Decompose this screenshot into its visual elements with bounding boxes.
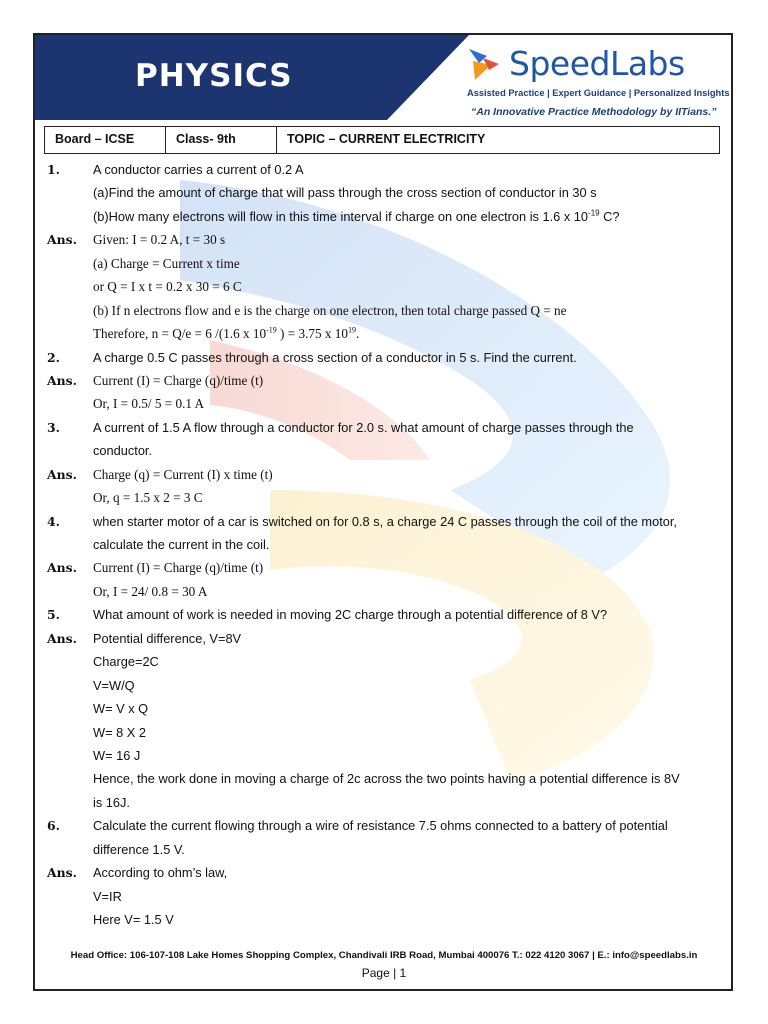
- qa-row: [0, 369, 768, 392]
- qa-row: [0, 533, 768, 556]
- question-text: A current of 1.5 A flow through a conductor for 2.0 s. what amount of charge passes through the: [93, 419, 634, 435]
- question-text: conductor.: [93, 443, 153, 459]
- answer-label: Ans.: [47, 865, 77, 881]
- answer-text: Or, q = 1.5 x 2 = 3 C: [93, 490, 203, 506]
- qa-row: [0, 158, 768, 181]
- question-number: 5.: [47, 607, 60, 623]
- qa-row: [0, 252, 768, 275]
- answer-text: Charge (q) = Current (I) x time (t): [93, 466, 273, 482]
- question-text: (b)How many electrons will flow in this time interval if charge on one electron is 1.6 x $10^{-19}$ C?: [93, 208, 620, 224]
- answer-text: Given: I = 0.2 A, t = 30 s: [93, 232, 226, 248]
- answer-text: Current (I) = Charge (q)/time (t): [93, 372, 264, 388]
- answer-text: W= 16 J: [93, 747, 141, 763]
- answer-text: V=IR: [93, 888, 122, 904]
- qa-row: [0, 791, 768, 814]
- answer-text: Current (I) = Charge (q)/time (t): [93, 560, 264, 576]
- question-text: Calculate the current flowing through a wire of resistance 7.5 ohms connected to a battery of potential: [93, 818, 668, 834]
- answer-label: Ans.: [47, 630, 77, 646]
- info-table: [44, 126, 720, 154]
- board-cell: Board – ICSE: [45, 127, 166, 153]
- answer-text: Here V= 1.5 V: [93, 912, 174, 927]
- answer-text: According to ohm’s law,: [93, 865, 228, 881]
- subject-title: PHYSICS: [135, 58, 293, 94]
- logo-brand-name: SpeedLabs: [509, 44, 685, 83]
- qa-row: [0, 346, 768, 369]
- footer-address: Head Office: 106-107-108 Lake Homes Shopping Complex, Chandivali IRB Road, Mumbai 400076 T.: 022 4120 3067 | E.: info@speedlabs.in: [70, 950, 698, 961]
- qa-row: [0, 486, 768, 509]
- logo-tagline: Assisted Practice | Expert Guidance | Personalized Insights: [467, 88, 730, 98]
- question-text: when starter motor of a car is switched on for 0.8 s, a charge 24 C passes through the coil of the motor,: [93, 513, 677, 529]
- question-number: 6.: [47, 818, 60, 834]
- qa-row: [0, 299, 768, 322]
- qa-row: [0, 767, 768, 790]
- qa-row: [0, 721, 768, 744]
- qa-row: [0, 697, 768, 720]
- answer-text: Therefore, n = Q/e = 6 /(1.6 x $10^{-19}$ ) = 3.75 x $10^{19}$.: [93, 325, 360, 342]
- question-number: 4.: [47, 513, 60, 529]
- answer-text: or Q = I x t = 0.2 x 30 = 6 C: [93, 279, 242, 295]
- qa-row: [0, 556, 768, 579]
- qa-row: [0, 885, 768, 908]
- answer-text: (a) Charge = Current x time: [93, 255, 240, 271]
- qa-row: [0, 510, 768, 533]
- speedlabs-logo: [465, 44, 730, 124]
- qa-row: [0, 463, 768, 486]
- qa-row: [0, 322, 768, 345]
- question-number: 3.: [47, 419, 60, 435]
- answer-text: Hence, the work done in moving a charge of 2c across the two points having a potential difference is 8V: [93, 771, 680, 787]
- answer-text: Or, I = 0.5/ 5 = 0.1 A: [93, 396, 205, 412]
- page-number: Page | 1: [361, 966, 407, 980]
- question-text: What amount of work is needed in moving 2C charge through a potential difference of 8 V?: [93, 607, 608, 623]
- qa-row: [0, 205, 768, 228]
- answer-text: (b) If n electrons flow and e is the charge on one electron, then total charge passed Q = ne: [93, 302, 567, 318]
- qa-row: [0, 838, 768, 861]
- qa-row: [0, 627, 768, 650]
- answer-text: Or, I = 24/ 0.8 = 30 A: [93, 583, 208, 599]
- qa-row: [0, 580, 768, 603]
- answer-label: Ans.: [47, 372, 77, 388]
- logo-chevron-icon: [465, 46, 503, 84]
- class-cell: Class- 9th: [166, 127, 277, 153]
- qa-row: [0, 392, 768, 415]
- question-text: A conductor carries a current of 0.2 A: [93, 162, 304, 177]
- qa-row: [0, 603, 768, 626]
- qa-row: [0, 275, 768, 298]
- answer-label: Ans.: [47, 466, 77, 482]
- question-number: 2.: [47, 349, 60, 365]
- answer-label: Ans.: [47, 560, 77, 576]
- answer-label: Ans.: [47, 232, 77, 248]
- qa-row: [0, 814, 768, 837]
- qa-row: [0, 181, 768, 204]
- answer-text: Potential difference, V=8V: [93, 630, 242, 646]
- qa-row: [0, 439, 768, 462]
- logo-motto: “An Innovative Practice Methodology by IITians.”: [471, 106, 717, 118]
- qa-list: [0, 158, 768, 931]
- answer-text: is 16J.: [93, 794, 130, 810]
- qa-row: [0, 416, 768, 439]
- answer-text: W= 8 X 2: [93, 724, 146, 740]
- qa-row: [0, 908, 768, 931]
- qa-row: [0, 228, 768, 251]
- question-number: 1.: [47, 162, 60, 177]
- answer-text: W= V x Q: [93, 701, 149, 717]
- qa-row: [0, 674, 768, 697]
- answer-text: Charge=2C: [93, 654, 159, 670]
- question-text: (a)Find the amount of charge that will pass through the cross section of conductor in 30 s: [93, 185, 597, 201]
- question-text: difference 1.5 V.: [93, 841, 185, 857]
- qa-row: [0, 861, 768, 884]
- question-text: calculate the current in the coil.: [93, 537, 270, 552]
- qa-row: [0, 650, 768, 673]
- question-text: A charge 0.5 C passes through a cross section of a conductor in 5 s. Find the current.: [93, 349, 577, 365]
- qa-row: [0, 744, 768, 767]
- answer-text: V=W/Q: [93, 677, 135, 693]
- topic-cell: TOPIC – CURRENT ELECTRICITY: [287, 132, 486, 146]
